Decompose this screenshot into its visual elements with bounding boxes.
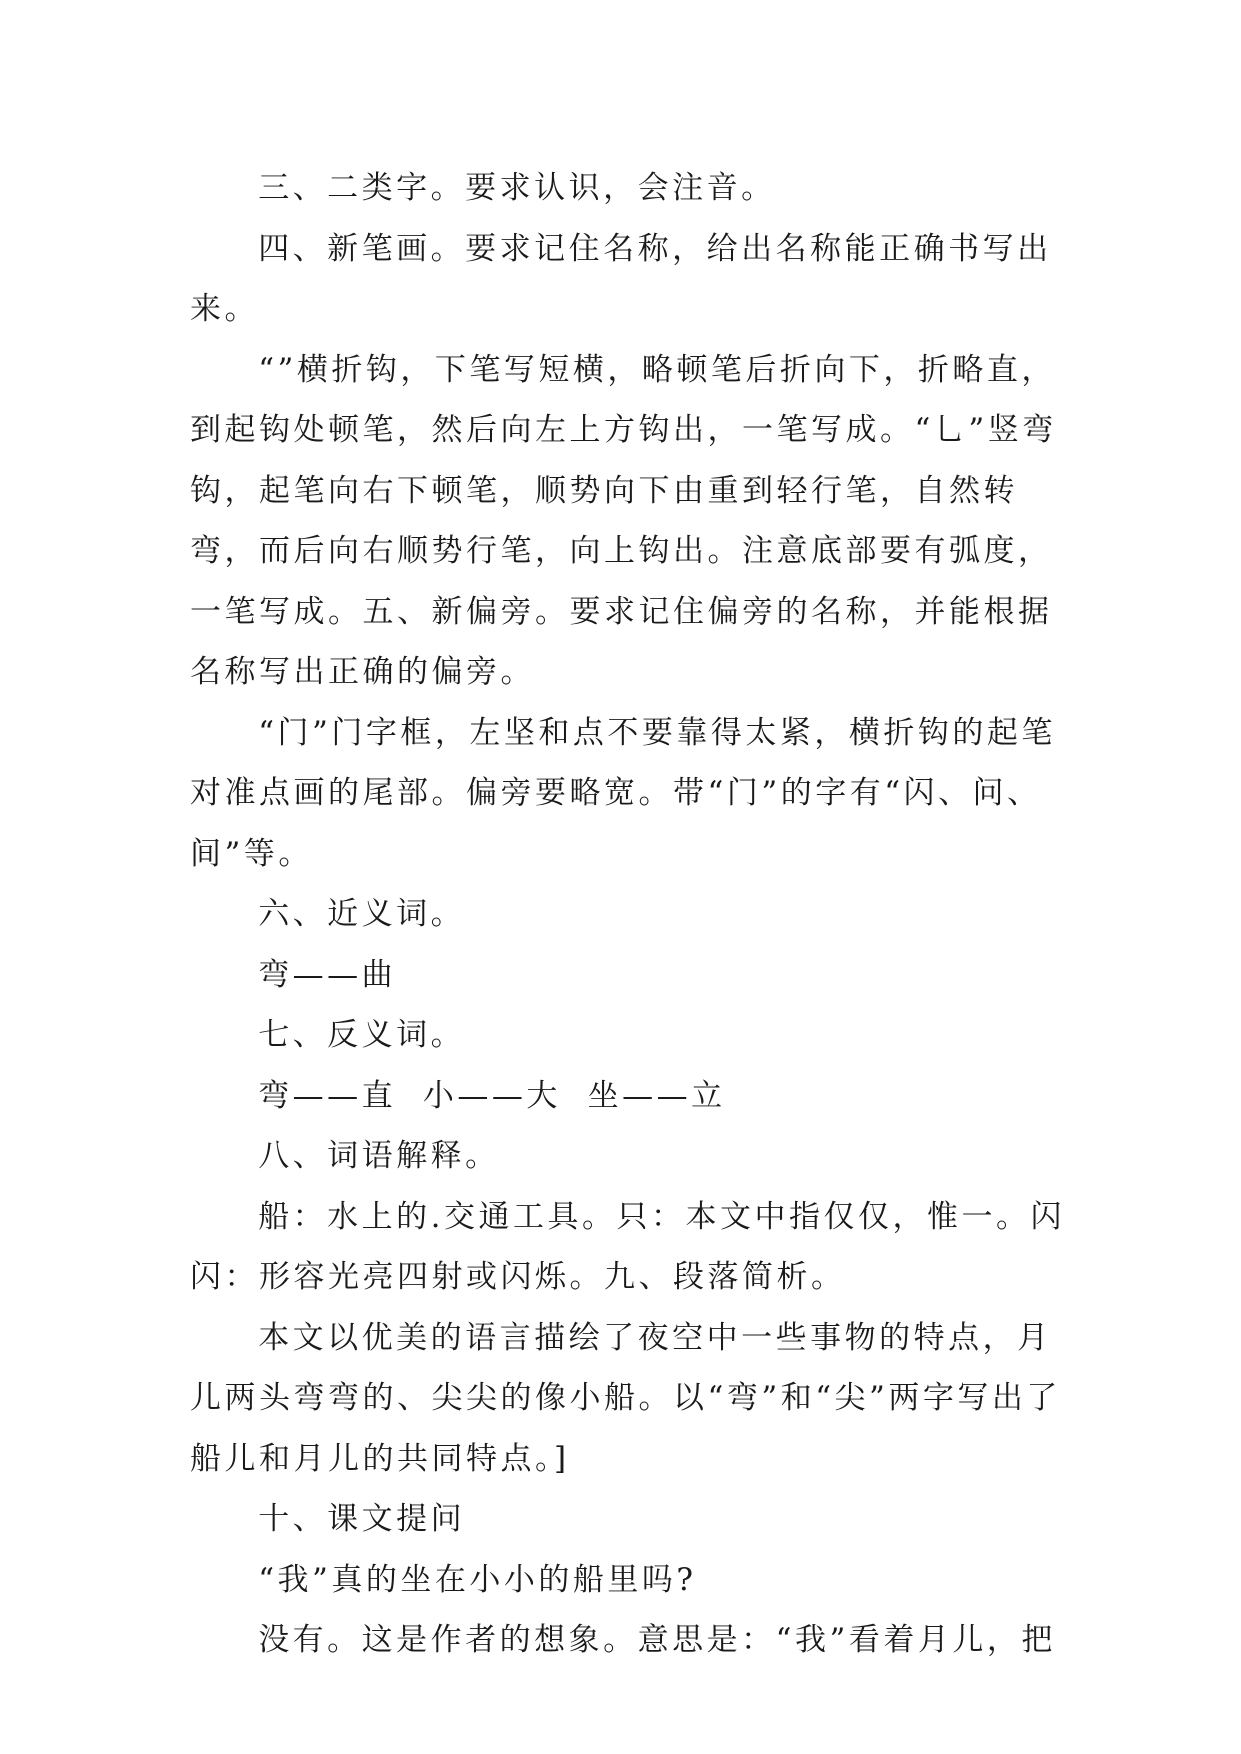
paragraph-13: “我”真的坐在小小的船里吗? — [258, 1561, 697, 1598]
paragraph-4: “门”门字框，左坚和点不要靠得太紧，横折钩的起笔对准点画的尾部。偏旁要略宽。带“门”的字有“闪、问、间”等。 — [190, 714, 1056, 872]
paragraph-6: 弯——曲 — [258, 956, 397, 993]
paragraph-10: 船：水上的.交通工具。只：本文中指仅仅，惟一。闪闪：形容光亮四射或闪烁。九、段落简析。 — [190, 1198, 1066, 1295]
paragraph-9: 八、词语解释。 — [258, 1138, 500, 1174]
paragraph-7: 七、反义词。 — [258, 1017, 466, 1053]
paragraph-5: 六、近义词。 — [258, 896, 466, 932]
document-body — [190, 158, 1070, 1671]
paragraph-12: 十、课文提问 — [258, 1501, 466, 1537]
paragraph-2: 四、新笔画。要求记住名称，给出名称能正确书写出来。 — [190, 230, 1052, 327]
paragraph-1: 三、二类字。要求认识，会注音。 — [258, 170, 776, 206]
paragraph-3: “”横折钩，下笔写短横，略顿笔后折向下，折略直，到起钩处顿笔，然后向左上方钩出，一笔写成。“乚”竖弯钩，起笔向右下顿笔，顺势向下由重到轻行笔，自然转弯，而后向右顺势行笔，向上钩出。注意底部要有弧度，一笔写成。五、新偏旁。要求记住偏旁的名称，并能根据名称写出正确的偏旁。 — [190, 351, 1057, 690]
paragraph-8: 弯——直 小——大 坐——立 — [258, 1077, 726, 1114]
paragraph-14: 没有。这是作者的想象。意思是：“我”看着月儿，把 — [258, 1622, 1056, 1658]
paragraph-11: 本文以优美的语言描绘了夜空中一些事物的特点，月儿两头弯弯的、尖尖的像小船。以“弯”和“尖”两字写出了船儿和月儿的共同特点。] — [190, 1319, 1061, 1477]
